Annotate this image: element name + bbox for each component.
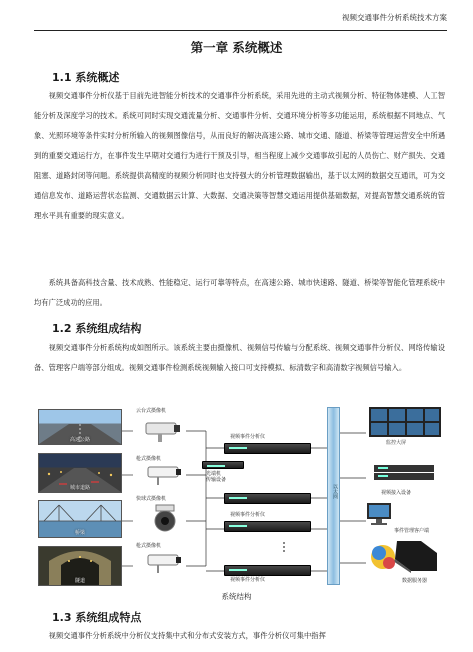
ethernet-bus — [327, 407, 340, 585]
section-1-1-title: 1.1 系统概述 — [52, 71, 120, 84]
page-header — [34, 8, 447, 31]
section-1-2-paragraph-1: 视频交通事件分析系统构成如图所示。该系统主要由摄像机、视频信号传输与分配系统、视频交通事件分析仪、网络传输设备、管理客户端等部分组成。视频交通事件检测系统视频输入接口可支持模拟、标清数字和高清数字视频信号输入。 — [34, 343, 445, 372]
section-1-1-paragraph-1: 视频交通事件分析仪基于目前先进智能分析技术的交通事件分析系统，采用先进的主动式视频分析、特征物体建模、人工智能分析及深度学习的技术。系统可同时实现交通流量分析、交通事件分析、交通环境分析等多功能运用，系统根据不同地点、气象、光照环境等条件实时分析所输入的视频图像信号，从而良好的解决高速公路、城市交通、隧道、桥梁等管理运营安全中所遇到的重要交通运行方，在事件发生早期对交通行为进行干预及引导，相当程度上减少交通事故引起的人员伤亡、财产损失、交通阻塞、道路封闭等问题。系统提供高精度的视频分析同时也支持强大的分析管理数据输出，基于以太网的数据交互通讯，可为交通信息发布、道路运营状态监测、交通数据云计算、大数据、交通决策等智慧交通运用提供基础数据，对提高智慧交通系统的管理水平具有重要的现实意义。 — [34, 91, 445, 220]
section-1-2-title: 1.2 系统组成结构 — [52, 322, 142, 335]
section-1-1-paragraph-2: 系统具备高科技含量、技术成熟、性能稳定、运行可靠等特点，在高速公路、城市快速路、隧道、桥梁等智能化管理系统中均有广泛成功的应用。 — [34, 278, 445, 307]
scene-label-tunnel: 隧道 — [74, 578, 85, 584]
right-label-video-wall: 监控大屏 — [386, 440, 407, 446]
right-label-data-server: 数据服务器 — [402, 578, 428, 584]
ethernet-bus-label: 以太网 — [332, 484, 338, 499]
scene-photo-bridge — [38, 500, 122, 538]
scene-label-highway: 高速公路 — [69, 437, 90, 443]
analyzer-label-2: 视频事件分析仪 — [230, 512, 266, 518]
bullet-camera-icon — [146, 463, 186, 487]
ptz-camera-icon — [144, 417, 184, 445]
data-server-icon — [367, 539, 441, 575]
analyzer-rack-1 — [224, 443, 311, 454]
bullet-camera-icon-2 — [146, 551, 186, 575]
analyzer-label-1: 视频事件分析仪 — [230, 434, 266, 440]
chapter-title: 第一章 系统概述 — [190, 40, 283, 55]
video-wall-icon — [369, 407, 441, 437]
camera-label-ptz: 云台式摄像机 — [136, 408, 167, 414]
transmission-device — [202, 461, 244, 469]
analyzer-rack-2 — [224, 521, 311, 532]
video-access-device-icon — [374, 465, 434, 487]
right-label-client: 事件管理客户端 — [394, 528, 430, 534]
scene-photo-city-road — [38, 453, 122, 493]
system-structure-figure — [34, 403, 454, 588]
camera-label-bullet-1: 枪式摄像机 — [136, 456, 162, 462]
section-1-3-paragraph-1: 视频交通事件分析系统中分析仪支持集中式和分布式安装方式，事件分析仪可集中指挥 — [48, 631, 326, 640]
transmission-label: 光端机 传输设备 — [206, 471, 227, 483]
analyzer-label-3: 视频事件分析仪 — [230, 577, 266, 583]
right-label-video-access: 视频接入设备 — [381, 490, 412, 496]
scene-label-bridge: 桥梁 — [74, 530, 85, 536]
section-1-3-title: 1.3 系统组成特点 — [52, 611, 142, 624]
scene-label-city-road: 城市道路 — [69, 485, 90, 491]
client-computer-icon — [367, 503, 397, 527]
dome-camera-icon — [146, 503, 186, 533]
header-title: 视频交通事件分析系统技术方案 — [342, 13, 447, 22]
scene-photo-highway — [38, 409, 122, 445]
scene-photo-tunnel — [38, 546, 122, 586]
camera-label-dome: 快球式摄像机 — [136, 496, 167, 502]
analyzer-rack-3 — [224, 565, 311, 576]
analyzer-rack-2b — [224, 493, 311, 504]
figure-caption: 系统结构 — [221, 592, 252, 601]
camera-label-bullet-2: 枪式摄像机 — [136, 543, 162, 549]
